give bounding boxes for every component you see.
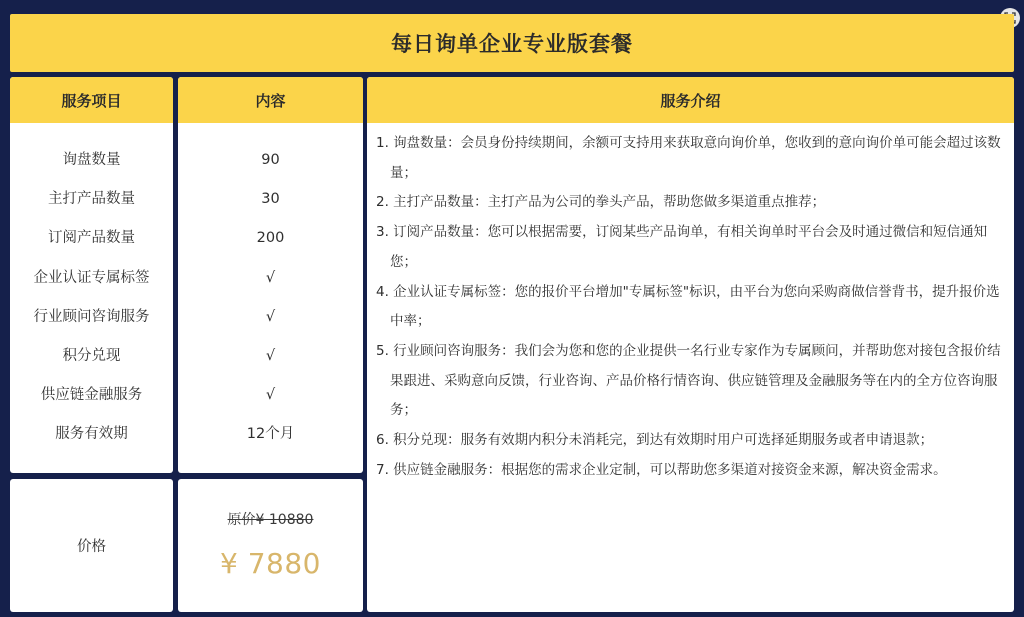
price-label-panel — [10, 479, 173, 612]
content-list — [178, 141, 363, 455]
list-item: √ — [265, 269, 276, 286]
original-price: 原价¥ 10880 — [227, 512, 314, 528]
list-item: 1. 询盘数量：会员身份持续期间，余额可支持用来获取意向询价单，您收到的意向询价单可能会超过该数量； — [376, 135, 1001, 181]
service-items-header: 服务项目 — [10, 77, 173, 123]
list-item: 积分兑现 — [62, 347, 121, 364]
page-title: 每日询单企业专业版套餐 — [391, 32, 633, 56]
list-item: √ — [265, 387, 276, 404]
list-item: 主打产品数量 — [48, 191, 135, 208]
service-items-list — [10, 141, 173, 455]
list-item: 2. 主打产品数量：主打产品为公司的拳头产品，帮助您做多渠道重点推荐； — [376, 194, 826, 211]
list-item: 4. 企业认证专属标签：您的报价平台增加"专属标签"标识，由平台为您向采购商做信誉背书，提升报价选中率； — [376, 283, 1000, 330]
list-item: 6. 积分兑现：服务有效期内积分未消耗完，到达有效期时用户可选择延期服务或者申请退款； — [376, 432, 934, 449]
service-items-panel — [10, 77, 173, 473]
title-bar — [10, 14, 1014, 72]
list-item: 7. 供应链金融服务：根据您的需求企业定制，可以帮助您多渠道对接资金来源，解决资金需求。 — [376, 461, 947, 478]
content-header: 内容 — [178, 77, 363, 123]
list-item: 询盘数量 — [62, 152, 121, 168]
list-item: 服务有效期 — [55, 426, 128, 443]
list-item: 12个月 — [246, 426, 295, 443]
price-value-panel — [178, 479, 363, 612]
list-item: √ — [265, 308, 276, 325]
list-item: √ — [265, 347, 276, 364]
list-item: 30 — [261, 191, 280, 208]
list-item: 供应链金融服务 — [40, 387, 143, 404]
list-item: 90 — [261, 152, 280, 168]
current-price: ¥ 7880 — [220, 547, 321, 580]
list-item: 订阅产品数量 — [48, 230, 135, 247]
service-intro-panel — [367, 77, 1014, 612]
content-panel — [178, 77, 363, 473]
list-item: 行业顾问咨询服务 — [33, 308, 150, 325]
list-item: 企业认证专属标签 — [33, 269, 150, 286]
price-label: 价格 — [77, 539, 106, 555]
service-intro-header: 服务介绍 — [367, 77, 1014, 123]
list-item: 200 — [256, 230, 285, 247]
list-item: 3. 订阅产品数量：您可以根据需要，订阅某些产品询单，有相关询单时平台会及时通过微信和短信通知您； — [376, 224, 988, 270]
service-intro-list — [376, 129, 1004, 485]
list-item: 5. 行业顾问咨询服务：我们会为您和您的企业提供一名行业专家作为专属顾问，并帮助您对接包含报价结果跟进、采购意向反馈，行业咨询、产品价格行情咨询、供应链管理及金融服务等在内的全方位咨询服务； — [376, 342, 1001, 419]
